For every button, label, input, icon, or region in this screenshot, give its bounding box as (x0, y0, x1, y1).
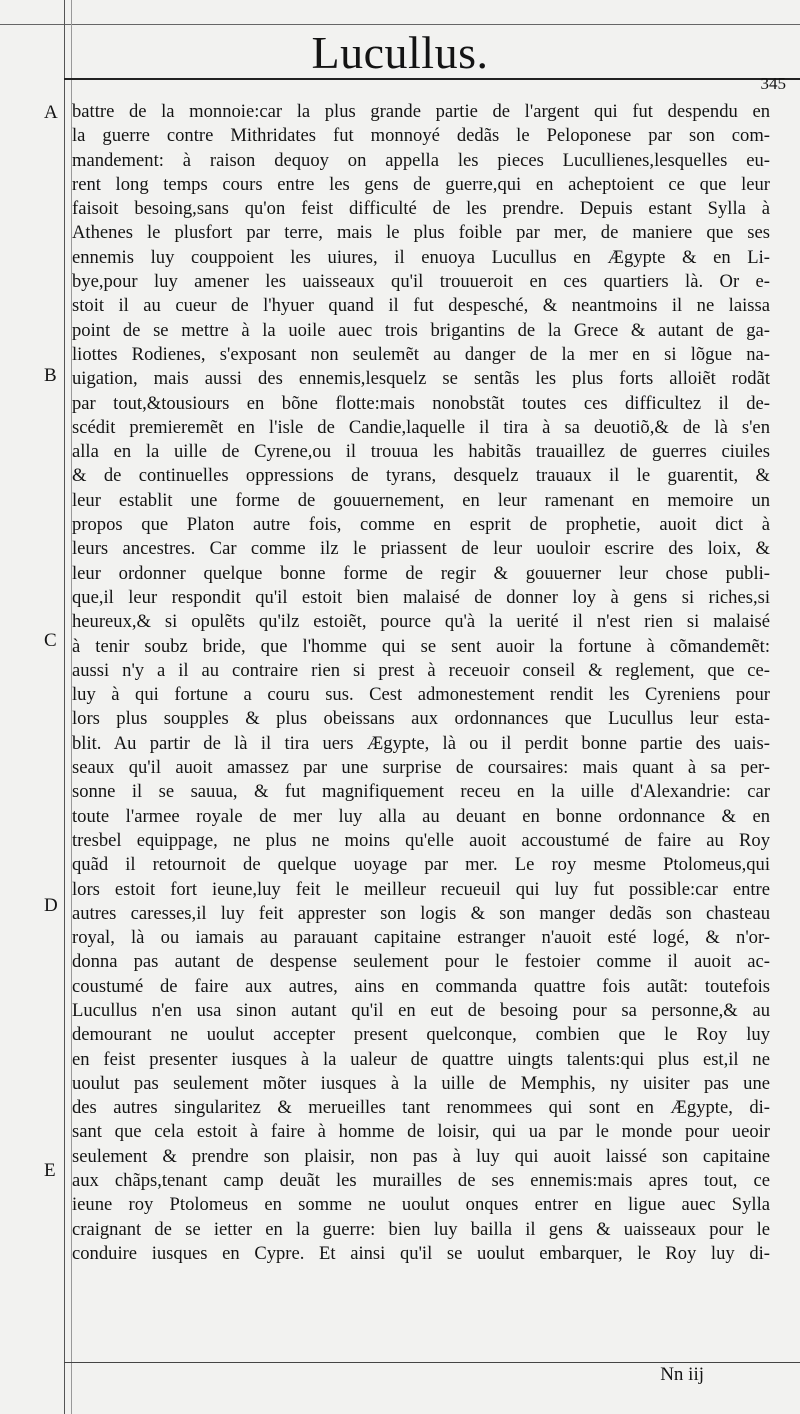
text-line: leurs ancestres. Car comme ilz le priassent de leur uouloir escrire des loix, & (72, 538, 770, 560)
text-line: que,il leur respondit qu'il estoit bien malaisé de donner loy à gens si riches,si (72, 586, 770, 608)
text-line: uoulut pas seulement mõter iusques à la uille de Memphis, ny uisiter pas une (72, 1072, 770, 1094)
text-line: blit. Au partir de là il tira uers Ægypte, là ou il perdit bonne partie des uais- (72, 732, 770, 754)
margin-marker-d: D (44, 895, 58, 916)
text-line: seaux qu'il auoit amassez par une surprise de coursaires: mais quant à sa per- (72, 757, 770, 779)
text-line: quãd il retournoit de quelque uoyage par mer. Le roy mesme Ptolomeus,qui (72, 854, 770, 876)
text-line: craignant de se ietter en la guerre: bien luy bailla il gens & uaisseaux pour le (72, 1218, 770, 1240)
text-line: tresbel equippage, ne plus ne moins qu'elle auoit accoustumé de faire au Roy (72, 829, 770, 851)
text-line: battre de la monnoie:car la plus grande partie de l'argent qui fut despendu en (72, 101, 770, 122)
text-line: luy à qui fortune a couru sus. Cest admonestement rendit les Cyreniens pour (72, 684, 770, 706)
page-number: 345 (760, 74, 786, 93)
text-line: lors plus soupples & plus obeissans aux ordonnances que Lucullus leur esta- (72, 708, 770, 730)
text-line: aux chãps,tenant camp deuãt les murailles de ses ennemis:mais apres tout, ce (72, 1170, 770, 1192)
running-title: Lucullus. (311, 27, 489, 78)
text-line: ennemis luy couppoient les uiures, il enuoya Lucullus en Ægypte & en Li- (72, 246, 770, 268)
text-line: royal, là ou iamais au parauant capitaine estranger n'auoit esté logé, & n'or- (72, 927, 770, 949)
margin-marker-c: C (44, 630, 57, 651)
text-line: stoit il au cueur de l'hyuer quand il fut despesché, & neantmoins il ne laissa (72, 295, 770, 317)
text-line: heureux,& si opulẽts qu'ilz estoiẽt, pource qu'à la uerité il n'est rien si malaisé (72, 611, 770, 633)
text-line: rent long temps cours entre les gens de guerre,qui en acheptoient ce que leur (72, 173, 770, 195)
text-line: Athenes le plusfort par terre, mais le plus foible par mer, de maniere que ses (72, 222, 770, 244)
text-line: liottes Rodienes, s'exposant non seulemẽt au danger de la mer en si lõgue na- (72, 343, 770, 365)
left-margin-rule (64, 0, 65, 1414)
text-line: uigation, mais aussi des ennemis,lesquelz se sentãs les plus forts alloiẽt rodãt (72, 368, 770, 390)
body-text (72, 100, 770, 1266)
text-line: toute l'armee royale de mer luy alla au deuant en bonne ordonnance & en (72, 805, 770, 827)
text-line: mandement: à raison dequoy on appella les pieces Lucullienes,lesquelles eu- (72, 149, 770, 171)
text-line: par tout,&tousiours en bõne flotte:mais nonobstãt toutes ces difficultez il de- (72, 392, 770, 414)
text-line: donna pas autant de despense seulement pour le festoier comme il auoit ac- (72, 951, 770, 973)
text-line: alla en la uille de Cyrene,ou il trouua les habitãs trauaillez de guerres ciuiles (72, 441, 770, 463)
text-line: demourant ne uoulut accepter present quelconque, combien que le Roy luy (72, 1024, 770, 1046)
signature-mark: Nn iij (660, 1364, 704, 1385)
text-line: ieune roy Ptolomeus en somme ne uoulut onques entrer en ligue auec Sylla (72, 1194, 770, 1216)
text-line: des autres singularitez & merueilles tant renommees qui sont en Ægypte, di- (72, 1097, 770, 1119)
text-line: propos que Platon autre fois, comme en esprit de prophetie, auoit dict à (72, 514, 770, 536)
text-line: bye,pour luy amener les uaisseaux qu'il trouueroit en ces quartiers là. Or e- (72, 271, 770, 293)
text-line: aussi n'y a il au contraire rien si prest à receuoir conseil & reglement, que ce- (72, 659, 770, 681)
header-rule (64, 78, 800, 80)
text-line: en feist presenter iusques à la ualeur de quattre uingts talents:qui plus est,il ne (72, 1048, 770, 1070)
text-line: leur ordonner quelque bonne forme de regir & gouuerner leur chose publi- (72, 562, 770, 584)
text-line: Lucullus n'en usa sinon autant qu'il en eut de besoing pour sa personne,& au (72, 999, 770, 1021)
text-line: seulement & prendre son plaisir, non pas à luy qui auoit laissé son capitaine (72, 1145, 770, 1167)
margin-marker-a: A (44, 102, 58, 123)
text-line: & de continuelles oppressions de tyrans, desquelz trauaux il le guarentit, & (72, 465, 770, 487)
text-line: lors estoit fort ieune,luy feit le meilleur recueuil qui luy fut possible:car entre (72, 878, 770, 900)
text-line: faisoit besoing,sans qu'on feist difficulté de les prendre. Depuis estant Sylla à (72, 198, 770, 220)
footer-rule (64, 1362, 800, 1363)
top-edge-rule (0, 24, 800, 25)
text-line: coustumé de faire aux autres, ains en commanda quattre fois autãt: toutefois (72, 975, 770, 997)
text-line: conduire iusques en Cypre. Et ainsi qu'il se uoulut embarquer, le Roy luy di- (72, 1242, 770, 1264)
text-line: leur establit une forme de gouuernement, en leur ramenant en memoire un (72, 489, 770, 511)
text-line: autres caresses,il luy feit apprester son logis & son manger dedãs son chasteau (72, 902, 770, 924)
text-line: scédit premieremẽt en l'isle de Candie,laquelle il tira à sa deuotiõ,& de là s'en (72, 416, 770, 438)
text-line: sonne il se sauua, & fut magnifiquement receu en la uille d'Alexandrie: car (72, 781, 770, 803)
margin-marker-e: E (44, 1160, 56, 1181)
text-line: point de se mettre à la uoile auec trois brigantins de la Grece & autant de ga- (72, 319, 770, 341)
text-line: à tenir soubz bride, que l'homme qui se sent auoir la fortune à cõmandemẽt: (72, 635, 770, 657)
text-line: sant que cela estoit à faire à homme de loisir, qui ua par le monde pour ueoir (72, 1121, 770, 1143)
text-line: la guerre contre Mithridates fut monnoyé dedãs le Peloponese par son com- (72, 125, 770, 147)
margin-marker-b: B (44, 365, 57, 386)
